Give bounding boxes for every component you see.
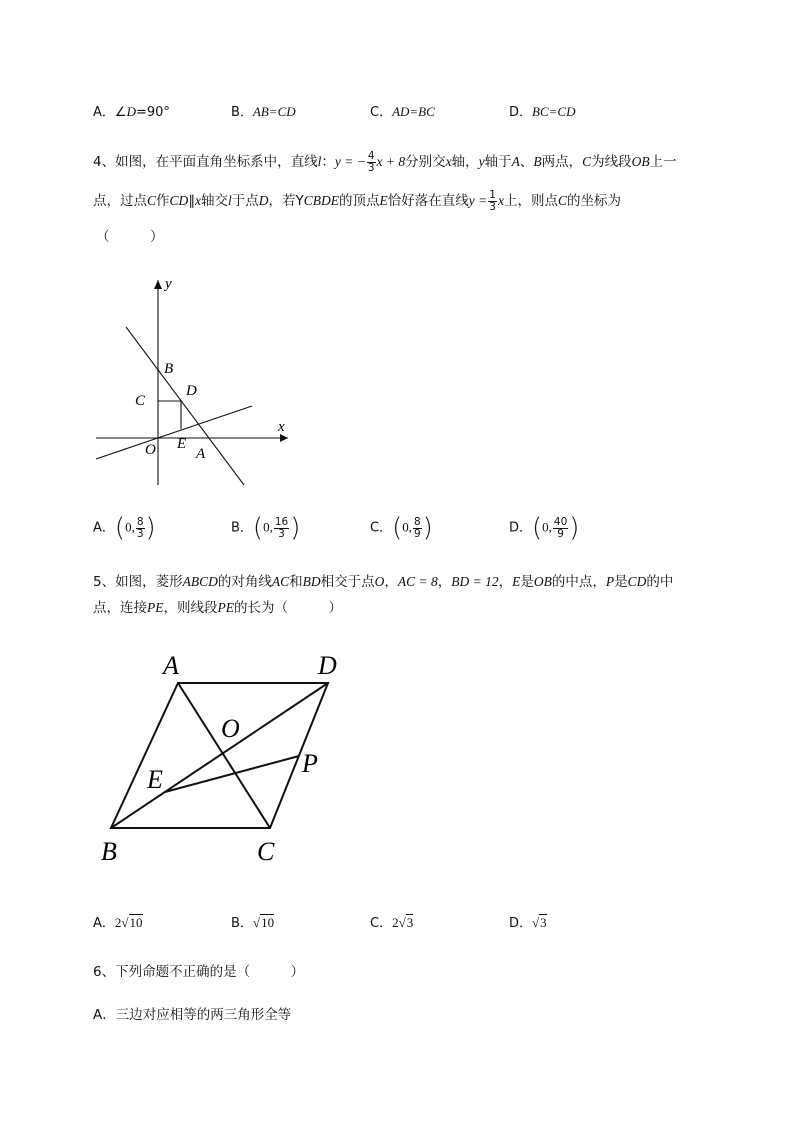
label-c: C (135, 393, 146, 409)
label-y: y (165, 276, 172, 292)
label-b: B (101, 837, 117, 866)
q3-option-a: A．∠D=90° (93, 104, 170, 120)
segment-pe (165, 756, 299, 792)
label-b: B (164, 361, 174, 377)
label-x: x (278, 419, 285, 435)
q5-option-c: C．2√3 (370, 915, 414, 931)
label-a: A (163, 651, 179, 680)
q4-option-d: D．(0, $\frac{40}{9}$ ) (509, 513, 580, 543)
q4-stem-line2: 点，过点C作CD∥x轴交l于点D，若YCBDE的顶点E恰好落在直线y = $\frac{1}{3}$ x上，则点C的坐标为 (93, 188, 621, 213)
q3-option-d: D．BC=CD (509, 104, 576, 120)
q4-stem-line1: 4、如图，在平面直角坐标系中，直线l：y = − $\frac{4}{3}$ x + 8分别交x轴，y轴于A、B两点，C为线段OB上一 (93, 149, 677, 174)
label-o: O (221, 714, 240, 743)
q5-stem-line1: 5、如图，菱形ABCD的对角线AC和BD相交于点O，AC = 8，BD = 12，E是OB的中点，P是CD的中 (93, 574, 674, 590)
label-e: E (177, 436, 187, 452)
q4-option-b: B．(0, $\frac{16}{3}$ ) (231, 513, 301, 543)
diagonal-ac (178, 683, 270, 828)
q5-option-b: B．√10 (231, 915, 275, 931)
q5-figure (95, 645, 360, 870)
q3-option-c: C．AD=BC (370, 104, 435, 120)
q6-option-a: A．三边对应相等的两三角形全等 (93, 1007, 292, 1023)
label-d: D (318, 651, 337, 680)
q4-figure (90, 270, 305, 490)
label-p: P (302, 749, 318, 778)
q6-stem: 6、下列命题不正确的是（ ） (93, 964, 305, 980)
q5-option-d: D．√3 (509, 915, 547, 931)
q4-answer-paren: （ ） (96, 229, 164, 245)
q4-option-a: A．(0, $\frac{8}{3}$ ) (93, 513, 156, 543)
line-y-third-x (96, 406, 252, 459)
y-axis-arrow (154, 280, 162, 289)
q4-option-c: C．(0, $\frac{8}{9}$ ) (370, 513, 433, 543)
q5-stem-line2: 点，连接PE，则线段PE的长为（ ） (93, 600, 342, 616)
label-o: O (145, 442, 156, 458)
label-c: C (257, 837, 275, 866)
label-e: E (147, 765, 163, 794)
q3-option-b: B．AB=CD (231, 104, 296, 120)
x-axis-arrow (280, 434, 288, 442)
q5-option-a: A．2√10 (93, 915, 143, 931)
label-a: A (196, 446, 206, 462)
label-d: D (186, 383, 197, 399)
